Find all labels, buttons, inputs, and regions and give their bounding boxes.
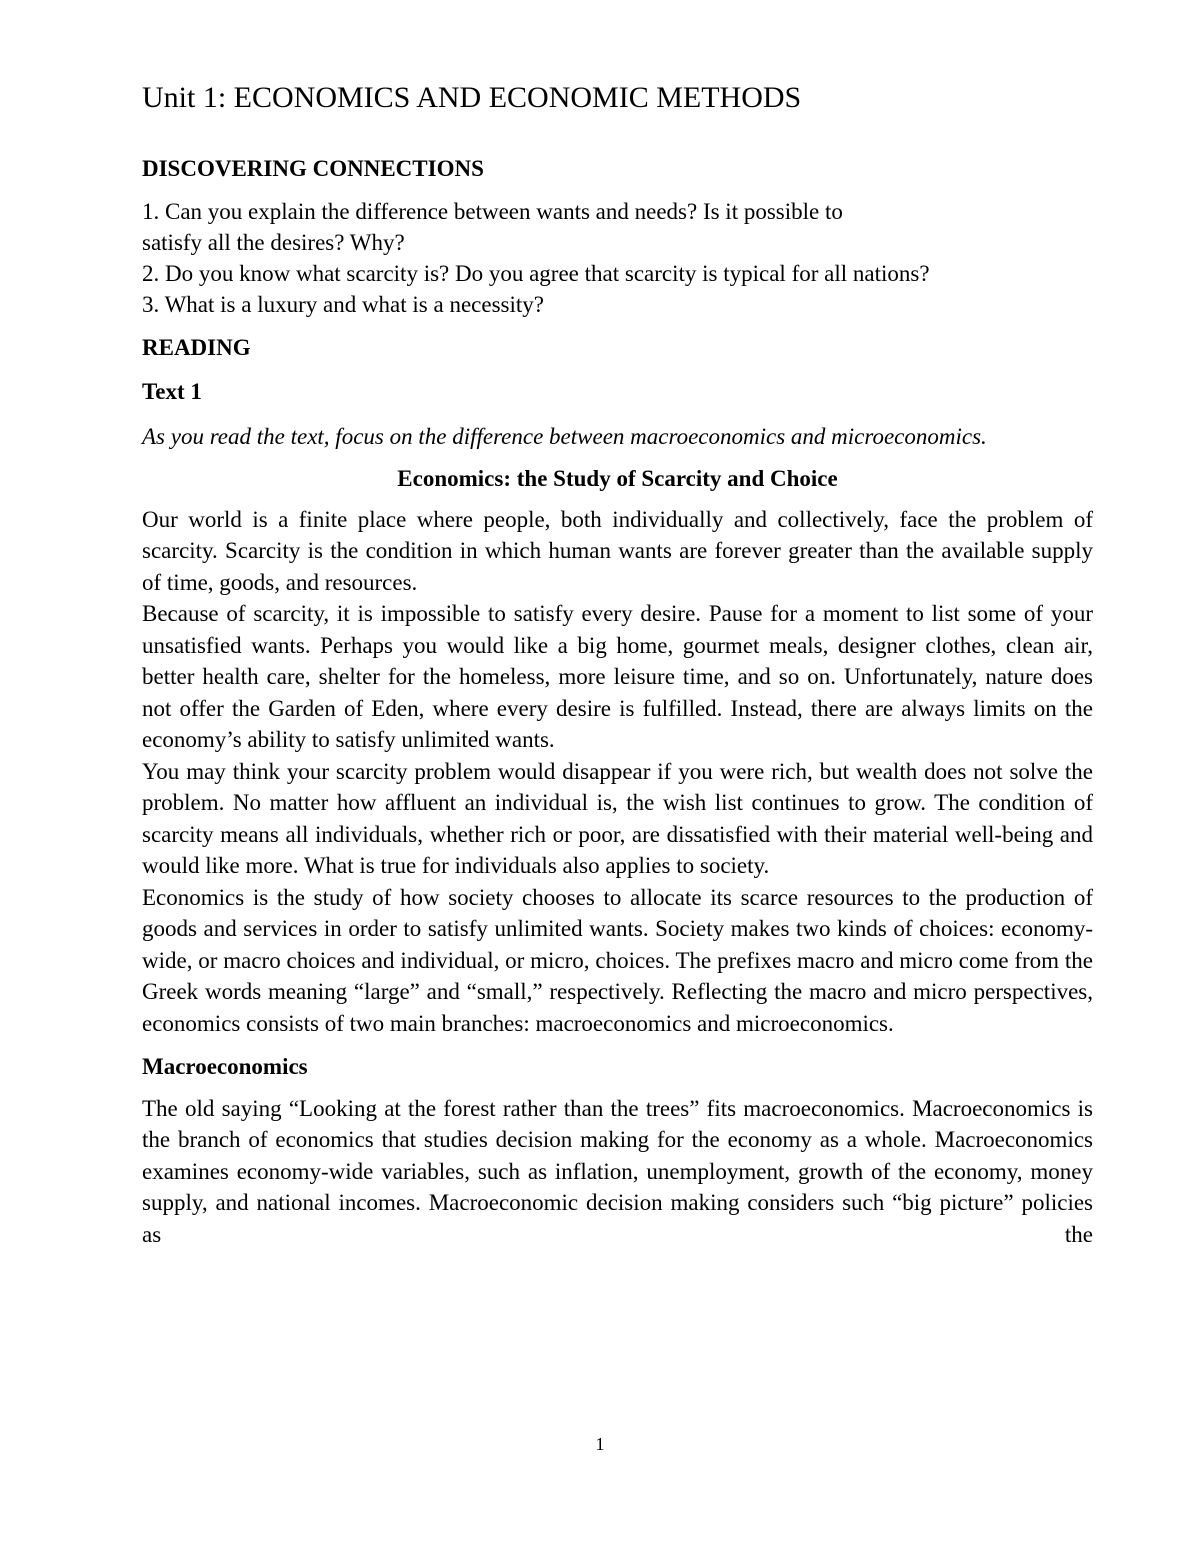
page-content [142, 80, 1093, 1250]
question-2: 2. Do you know what scarcity is? Do you agree that scarcity is typical for all nations? [142, 260, 930, 286]
question-3: 3. What is a luxury and what is a necessity? [142, 291, 544, 317]
question-1-line-1: 1. Can you explain the difference between wants and needs? Is it possible to [142, 198, 843, 224]
question-list [142, 196, 1093, 320]
article-paragraph: You may think your scarcity problem would disappear if you were rich, but wealth does not solve the problem. No matter how affluent an individual is, the wish list continues to grow. The condition of scarcity means all individuals, whether rich or poor, are dissatisfied with their material well-being and would like more. What is true for individuals also applies to society. [142, 758, 1093, 879]
discovering-heading: DISCOVERING CONNECTIONS [142, 156, 484, 181]
article-paragraph: Because of scarcity, it is impossible to satisfy every desire. Pause for a moment to list some of your unsatisfied wants. Perhaps you would like a big home, gourmet meals, designer clothes, clean air, better health care, shelter for the homeless, more leisure time, and so on. Unfortunately, nature does not offer the Garden of Eden, where every desire is fulfilled. Instead, there are always limits on the economy’s ability to satisfy unlimited wants. [142, 601, 1093, 753]
article-paragraph: Economics is the study of how society chooses to allocate its scarce resources to the production of goods and services in order to satisfy unlimited wants. Society makes two kinds of choices: economy-wide, or macro choices and individual, or micro, choices. The prefixes macro and micro come from the Greek words meaning “large” and “small,” respectively. Reflecting the macro and micro perspectives, economics consists of two main branches: macroeconomics and microeconomics. [142, 884, 1093, 1036]
unit-title: Unit 1: ECONOMICS AND ECONOMIC METHODS [142, 81, 802, 114]
article-paragraph: Our world is a finite place where people, both individually and collectively, face the problem of scarcity. Scarcity is the condition in which human wants are forever greater than the available supply of time, goods, and resources. [142, 506, 1093, 595]
article-title: Economics: the Study of Scarcity and Choice [397, 465, 838, 491]
reading-heading: READING [142, 334, 251, 360]
text-label: Text 1 [142, 378, 202, 404]
question-1-line-2: satisfy all the desires? Why? [142, 229, 405, 255]
macroeconomics-paragraph: The old saying “Looking at the forest rather than the trees” fits macroeconomics. Macroeconomics is the branch of economics that studies decision making for the economy as a whole. Macroeconomics examines economy-wide variables, such as inflation, unemployment, growth of the economy, money supply, and national incomes. Macroeconomic decision making considers such “big picture” policies as the [142, 1095, 1093, 1247]
macroeconomics-heading: Macroeconomics [142, 1054, 308, 1080]
reading-instruction: As you read the text, focus on the difference between macroeconomics and microeconomics. [142, 423, 987, 449]
page-number: 1 [595, 1434, 605, 1454]
